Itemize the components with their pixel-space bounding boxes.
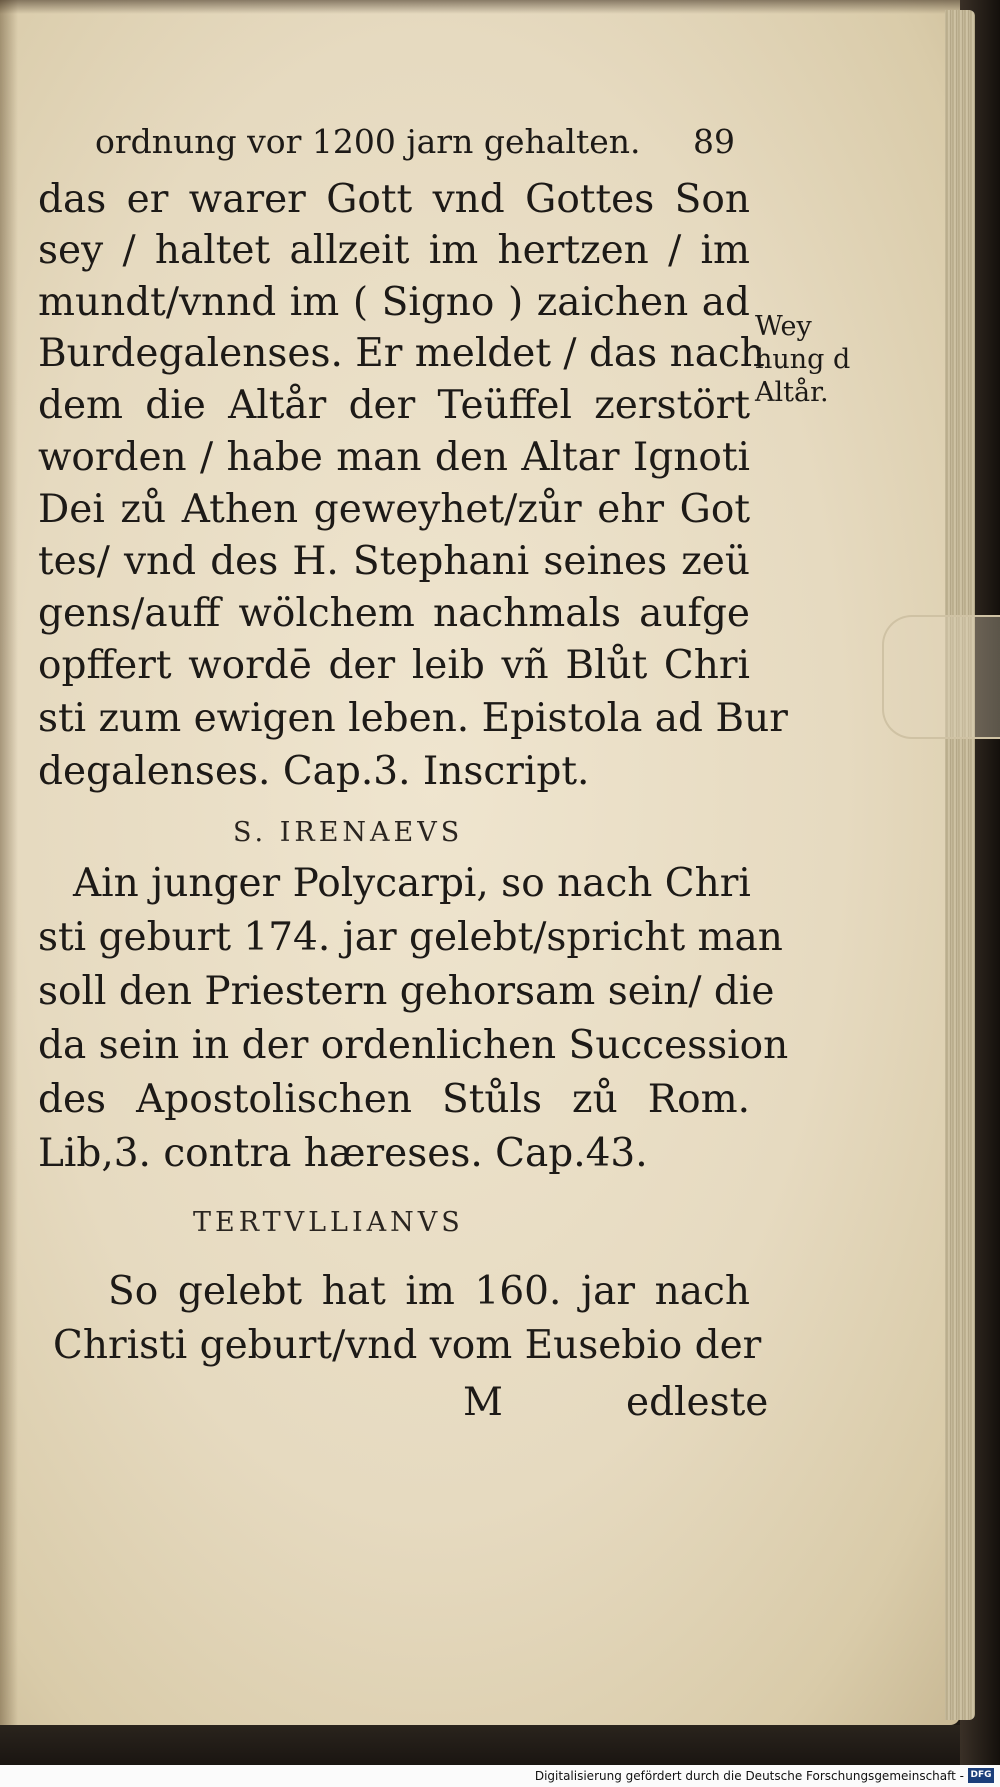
page-number: 89 [693, 122, 735, 161]
digitization-footer [0, 1765, 1000, 1787]
margin-note-line: Wey [755, 311, 812, 342]
text-line: mundt/vnnd im ( Signo ) zaichen ad [38, 280, 750, 325]
bottom-shadow [0, 1725, 960, 1765]
footer-credit: Digitalisierung gefördert durch die Deutsche Forschungsgemeinschaft - [534, 1769, 964, 1783]
page-edges [945, 10, 975, 1720]
section-heading-irenaeus: S. IRENAEVS [233, 817, 464, 848]
section-heading-tertullianus: TERTVLLIANVS [193, 1207, 464, 1238]
text-line: degalenses. Cap.3. Inscript. [38, 749, 590, 794]
text-line: gens/auff wölchem nachmals aufge [38, 591, 750, 636]
page-tab-marker [882, 615, 1000, 739]
text-line: sti zum ewigen leben. Epistola ad Bur [38, 696, 788, 741]
text-line: tes/ vnd des H. Stephani seines zeü [38, 539, 750, 584]
margin-note [755, 310, 865, 409]
margin-note-line: Altår. [755, 377, 829, 408]
text-line: des Apostolischen Stůls zů Rom. [38, 1077, 750, 1122]
text-line: sti geburt 174. jar gelebt/spricht man [38, 915, 783, 960]
text-line: Christi geburt/vnd vom Eusebio der [53, 1323, 762, 1368]
running-title: ordnung vor 1200 jarn gehalten. [95, 122, 641, 161]
text-line: worden / habe man den Altar Ignoti [38, 435, 750, 480]
text-line: da sein in der ordenlichen Succession [38, 1023, 789, 1068]
text-line: Ain junger Polycarpi, so nach Chri [73, 861, 751, 906]
text-line: opffert wordē der leib vñ Blůt Chri [38, 643, 750, 688]
text-line: dem die Altår der Teüffel zerstört [38, 383, 750, 428]
text-line: soll den Priestern gehorsam sein/ die [38, 969, 775, 1014]
running-header [95, 122, 735, 161]
text-line: So gelebt hat im 160. jar nach [108, 1269, 750, 1314]
text-line: sey / haltet allzeit im hertzen / im [38, 228, 750, 273]
text-line: das er warer Gott vnd Gottes Son [38, 177, 750, 222]
text-line: Burdegalenses. Er meldet / das nach [38, 331, 765, 376]
margin-note-line: hung d [755, 344, 851, 375]
text-line: Lib,3. contra hæreses. Cap.43. [38, 1131, 648, 1176]
dfg-logo: DFG [968, 1768, 994, 1783]
text-line: Dei zů Athen geweyhet/zůr ehr Got [38, 487, 750, 532]
catchword: edleste [626, 1380, 769, 1425]
signature-mark: M [463, 1380, 503, 1425]
